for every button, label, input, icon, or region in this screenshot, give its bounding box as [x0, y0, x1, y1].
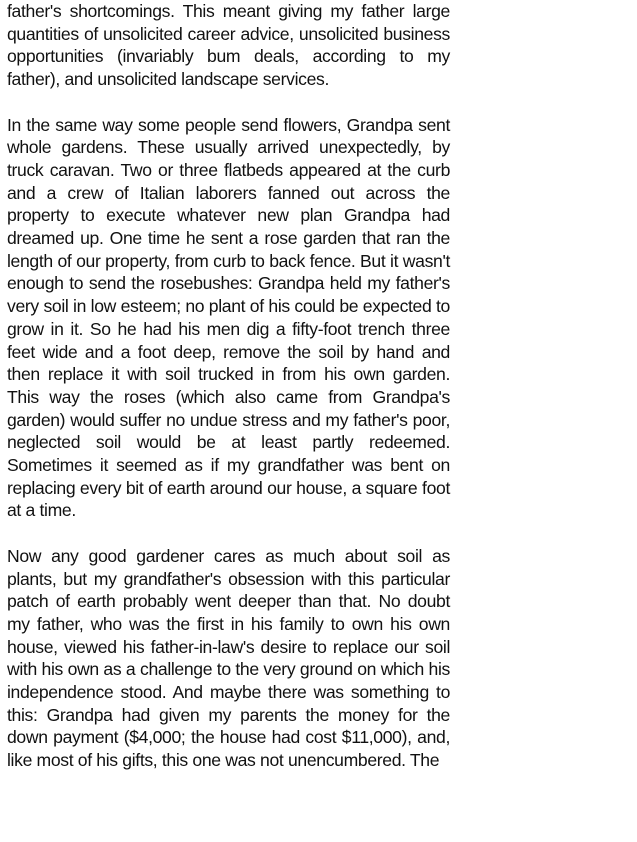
paragraph-3: Now any good gardener cares as much about soil as plants, but my grandfather's obsession with this particular patch of earth probably went deeper than that. No doubt my father, who was the first in his family to own his own house, viewed his father-in-law's desire to replace our soil with his own as a challenge to the very ground on which his independence stood. And maybe there was something to this: Grandpa had given my parents the money for the down payment ($4,000; the house had cost $11,000), and, like most of his gifts, this one was not unencumbered. The — [7, 545, 450, 771]
paragraph-1: father's shortcomings. This meant giving my father large quantities of unsolicited career advice, unsolicited business opportunities (invariably bum deals, according to my father), and unsolicited landscape services. — [7, 1, 450, 90]
document-page — [7, 0, 450, 772]
paragraph-2: In the same way some people send flowers, Grandpa sent whole gardens. These usually arrived unexpectedly, by truck caravan. Two or three flatbeds appeared at the curb and a crew of Italian laborers fanned out across the property to execute whatever new plan Grandpa had dreamed up. One time he sent a rose garden that ran the length of our property, from curb to back fence. But it wasn't enough to send the rosebushes: Grandpa held my father's very soil in low esteem; no plant of his could be expected to grow in it. So he had his men dig a fifty-foot trench three feet wide and a foot deep, remove the soil by hand and then replace it with soil trucked in from his own garden. This way the roses (which also came from Grandpa's garden) would suffer no undue stress and my father's poor, neglected soil would be at least partly redeemed. Sometimes it seemed as if my grandfather was bent on replacing every bit of earth around our house, a square foot at a time. — [7, 114, 450, 521]
